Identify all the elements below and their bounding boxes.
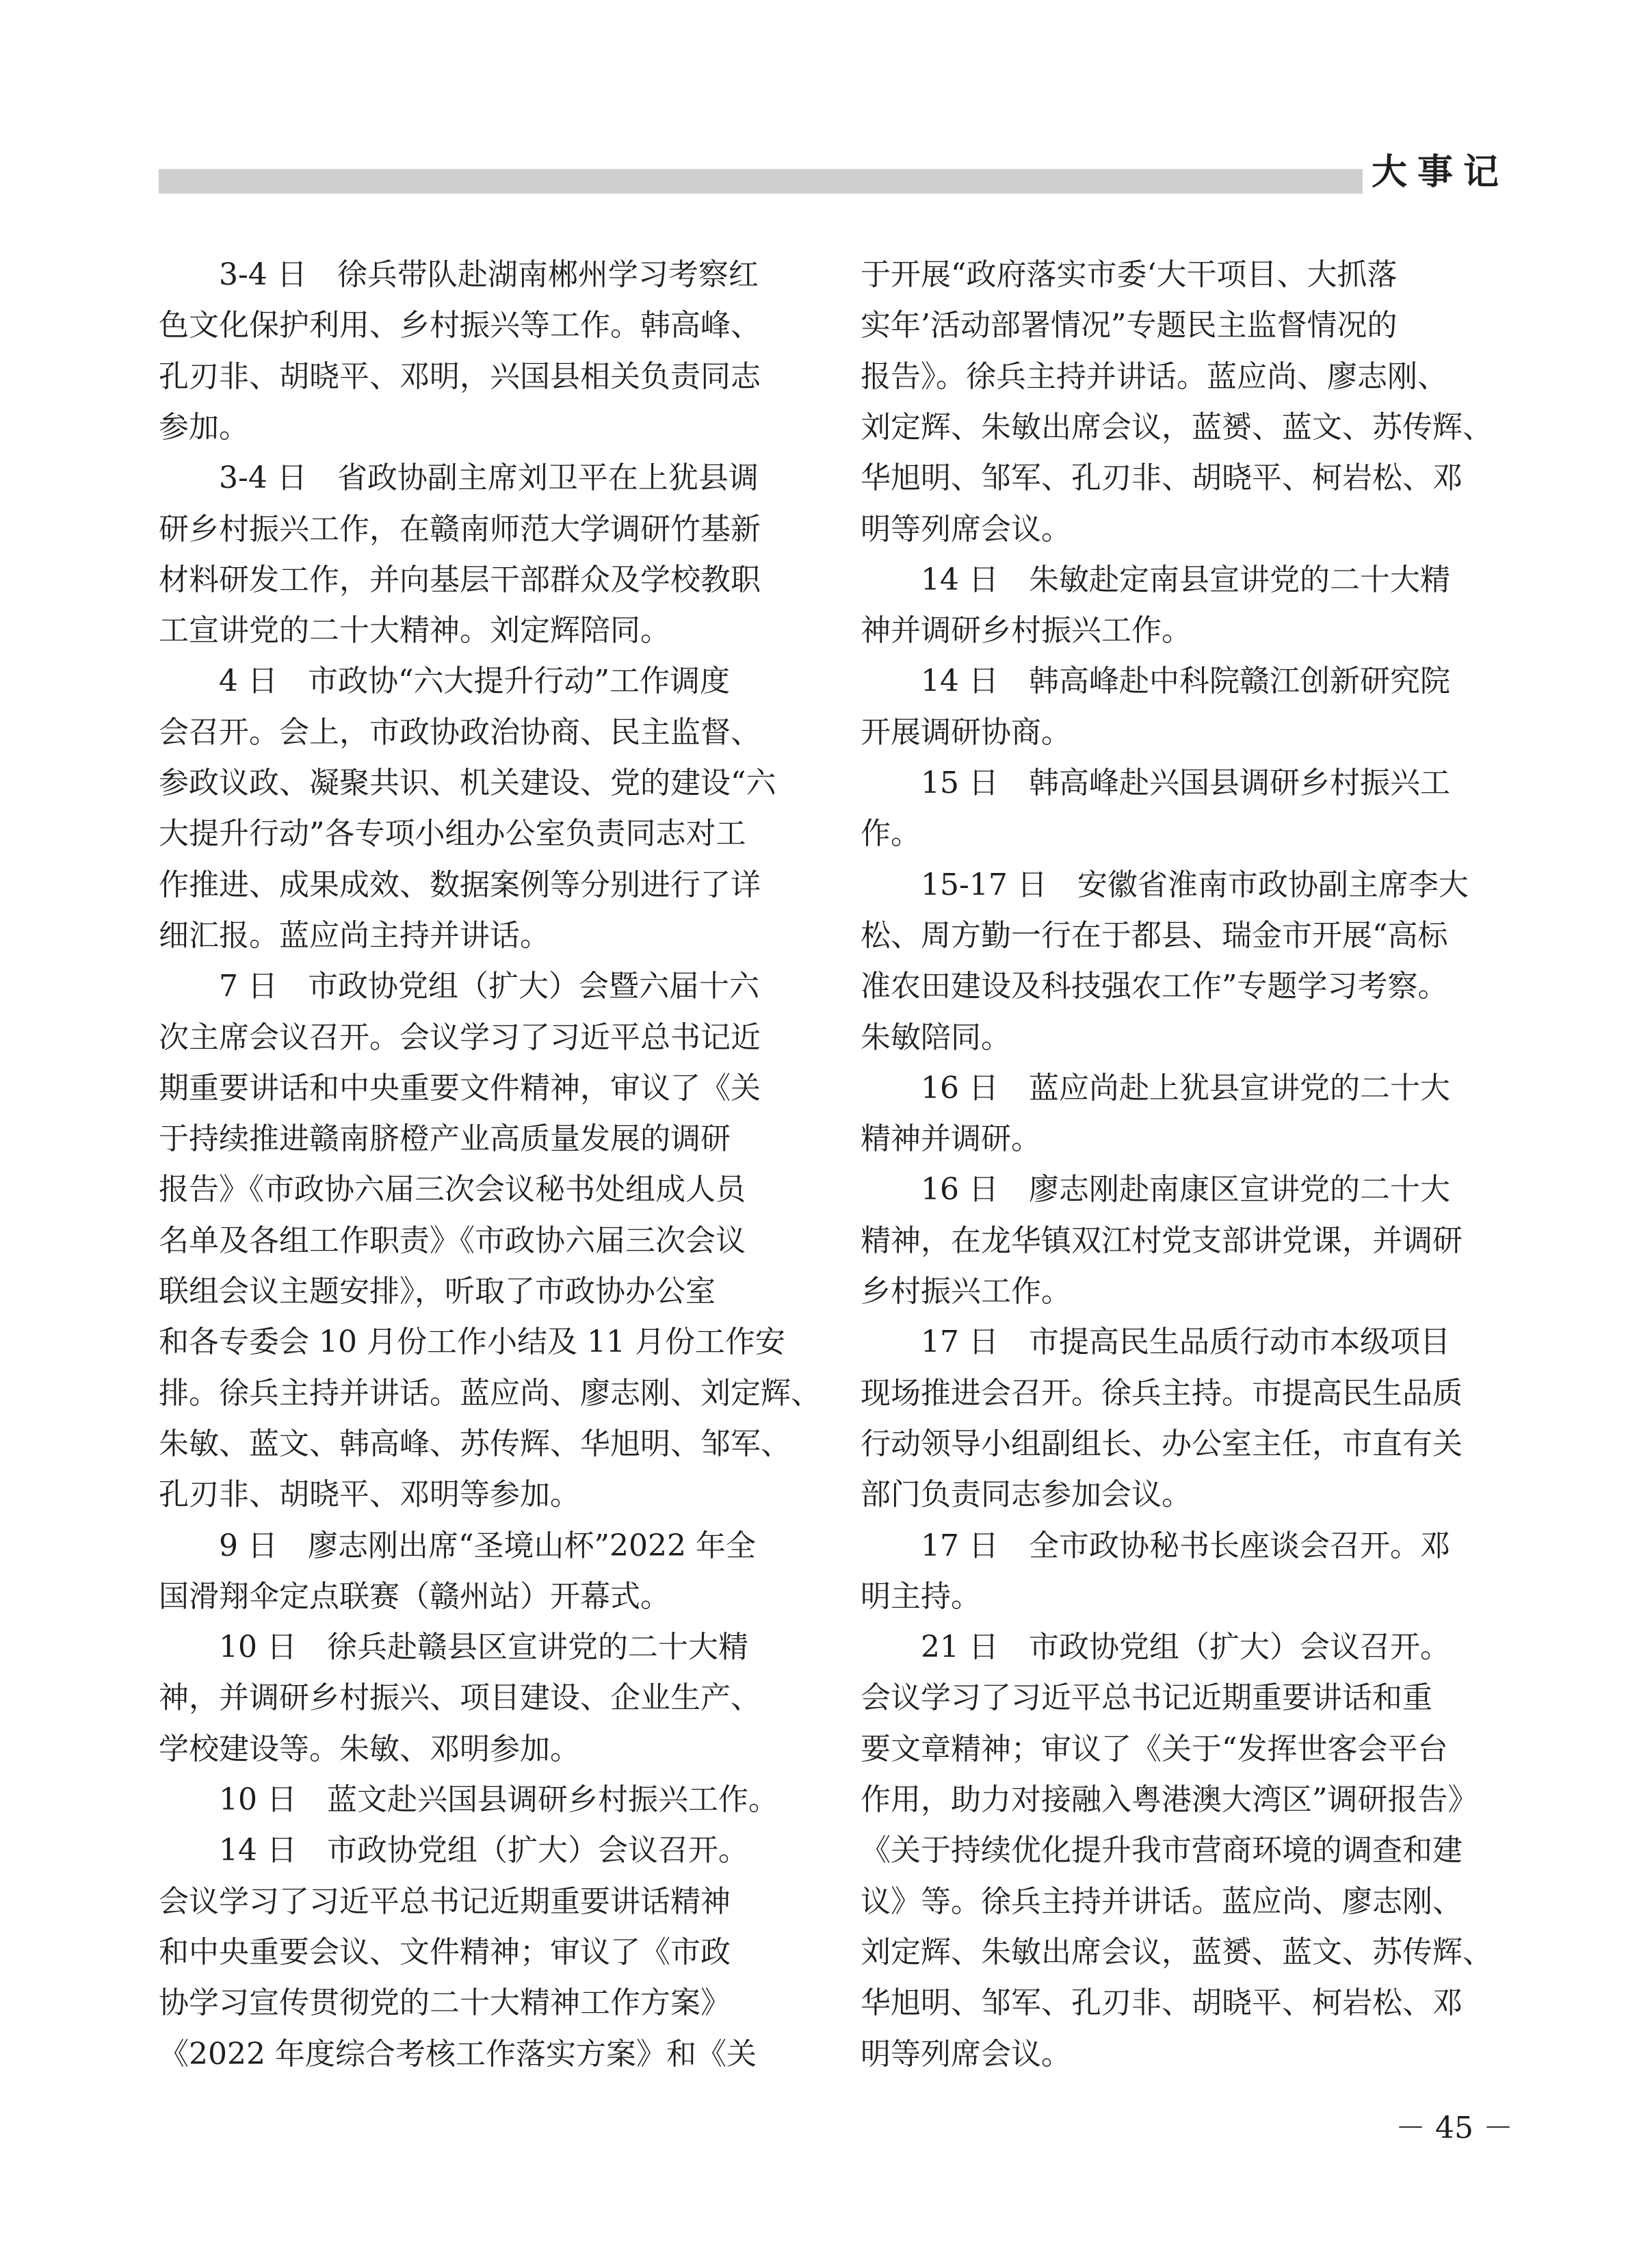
text-line: 大提升行动”各专项小组办公室负责同志对工 bbox=[159, 816, 746, 852]
text-line: 精神并调研。 bbox=[861, 1121, 1041, 1157]
text-line: 17 日 市提高民生品质行动市本级项目 bbox=[921, 1325, 1450, 1360]
text-line: 参政议政、凝聚共识、机关建设、党的建设“六 bbox=[159, 766, 776, 800]
text-line: 14 日 市政协党组（扩大）会议召开。 bbox=[219, 1833, 748, 1868]
text-line: 4 日 市政协“六大提升行动”工作调度 bbox=[219, 664, 730, 699]
text-line: 于开展“政府落实市委‘大干项目、大抓落 bbox=[861, 257, 1398, 292]
text-line: 14 日 韩高峰赴中科院赣江创新研究院 bbox=[921, 664, 1450, 699]
text-line: 学校建设等。朱敏、邓明参加。 bbox=[159, 1731, 580, 1766]
text-line: 工宣讲党的二十大精神。刘定辉陪同。 bbox=[159, 613, 670, 649]
text-line: 3-4 日 省政协副主席刘卫平在上犹县调 bbox=[219, 460, 759, 496]
text-line: 10 日 蓝文赴兴国县调研乡村振兴工作。 bbox=[219, 1782, 778, 1817]
text-line: 准农田建设及科技强农工作”专题学习考察。 bbox=[861, 969, 1448, 1004]
text-line: 会议学习了习近平总书记近期重要讲话精神 bbox=[159, 1883, 731, 1919]
text-line: 国滑翔伞定点联赛（赣州站）开幕式。 bbox=[159, 1578, 670, 1614]
text-line: 刘定辉、朱敏出席会议，蓝赟、蓝文、苏传辉、 bbox=[861, 409, 1493, 445]
text-line: 9 日 廖志刚出席“圣境山杯”2022 年全 bbox=[219, 1528, 756, 1563]
text-line: 朱敏、蓝文、韩高峰、苏传辉、华旭明、邹军、 bbox=[159, 1426, 791, 1461]
text-line: 名单及各组工作职责》《市政协六届三次会议 bbox=[159, 1223, 746, 1258]
page-number: － 45 － bbox=[1395, 2111, 1513, 2145]
text-line: 和中央重要会议、文件精神；审议了《市政 bbox=[159, 1934, 731, 1970]
text-line: 神，并调研乡村振兴、项目建设、企业生产、 bbox=[159, 1680, 761, 1716]
text-line: 明主持。 bbox=[861, 1578, 981, 1614]
text-line: 7 日 市政协党组（扩大）会暨六届十六 bbox=[219, 969, 759, 1004]
text-line: 作用，助力对接融入粤港澳大湾区”调研报告》 bbox=[861, 1782, 1478, 1817]
text-line: 神并调研乡村振兴工作。 bbox=[861, 613, 1192, 649]
text-line: 材料研发工作，并向基层干部群众及学校教职 bbox=[159, 562, 761, 597]
text-line: 议》等。徐兵主持并讲话。蓝应尚、廖志刚、 bbox=[861, 1883, 1463, 1919]
text-line: 精神，在龙华镇双江村党支部讲党课，并调研 bbox=[861, 1223, 1463, 1258]
text-line: 刘定辉、朱敏出席会议，蓝赟、蓝文、苏传辉、 bbox=[861, 1934, 1493, 1970]
text-line: 14 日 朱敏赴定南县宣讲党的二十大精 bbox=[921, 562, 1450, 597]
text-line: 15-17 日 安徽省淮南市政协副主席李大 bbox=[921, 867, 1469, 902]
text-line: 15 日 韩高峰赴兴国县调研乡村振兴工 bbox=[921, 766, 1450, 800]
text-line: 孔刃非、胡晓平、邓明，兴国县相关负责同志 bbox=[159, 358, 761, 394]
section-title: 大事记 bbox=[1372, 151, 1510, 193]
text-line: 报告》《市政协六届三次会议秘书处组成人员 bbox=[159, 1172, 746, 1208]
text-line: 会议学习了习近平总书记近期重要讲话和重 bbox=[861, 1680, 1432, 1716]
text-line: 实年’活动部署情况”专题民主监督情况的 bbox=[861, 308, 1398, 343]
text-line: 期重要讲话和中央重要文件精神，审议了《关 bbox=[159, 1070, 761, 1106]
text-line: 21 日 市政协党组（扩大）会议召开。 bbox=[921, 1630, 1450, 1665]
text-line: 3-4 日 徐兵带队赴湖南郴州学习考察红 bbox=[219, 257, 759, 292]
text-line: 开展调研协商。 bbox=[861, 714, 1071, 750]
header-bar bbox=[159, 169, 1363, 194]
text-line: 于持续推进赣南脐橙产业高质量发展的调研 bbox=[159, 1121, 731, 1157]
text-line: 《2022 年度综合考核工作落实方案》和《关 bbox=[159, 2036, 757, 2072]
text-line: 华旭明、邹军、孔刃非、胡晓平、柯岩松、邓 bbox=[861, 1985, 1463, 2021]
text-line: 朱敏陪同。 bbox=[861, 1019, 1011, 1055]
text-line: 16 日 蓝应尚赴上犹县宣讲党的二十大 bbox=[921, 1070, 1450, 1106]
text-line: 部门负责同志参加会议。 bbox=[861, 1477, 1192, 1513]
text-line: 明等列席会议。 bbox=[861, 2036, 1071, 2072]
text-line: 行动领导小组副组长、办公室主任，市直有关 bbox=[861, 1426, 1463, 1461]
text-line: 研乡村振兴工作，在赣南师范大学调研竹基新 bbox=[159, 511, 761, 547]
text-line: 和各专委会 10 月份工作小结及 11 月份工作安 bbox=[159, 1325, 785, 1360]
text-line: 次主席会议召开。会议学习了习近平总书记近 bbox=[159, 1019, 761, 1055]
text-line: 细汇报。蓝应尚主持并讲话。 bbox=[159, 917, 550, 953]
text-line: 华旭明、邹军、孔刃非、胡晓平、柯岩松、邓 bbox=[861, 460, 1463, 496]
text-line: 16 日 廖志刚赴南康区宣讲党的二十大 bbox=[921, 1172, 1450, 1208]
text-line: 10 日 徐兵赴赣县区宣讲党的二十大精 bbox=[219, 1630, 748, 1665]
text-line: 协学习宣传贯彻党的二十大精神工作方案》 bbox=[159, 1985, 731, 2021]
text-line: 会召开。会上，市政协政治协商、民主监督、 bbox=[159, 714, 761, 750]
text-line: 乡村振兴工作。 bbox=[861, 1274, 1071, 1309]
text-line: 松、周方勤一行在于都县、瑞金市开展“高标 bbox=[861, 917, 1448, 953]
text-line: 报告》。徐兵主持并讲话。蓝应尚、廖志刚、 bbox=[861, 358, 1447, 394]
text-line: 现场推进会召开。徐兵主持。市提高民生品质 bbox=[861, 1375, 1463, 1411]
text-line: 参加。 bbox=[159, 409, 249, 445]
text-line: 作推进、成果成效、数据案例等分别进行了详 bbox=[159, 867, 761, 902]
text-line: 孔刃非、胡晓平、邓明等参加。 bbox=[159, 1477, 580, 1513]
text-line: 排。徐兵主持并讲话。蓝应尚、廖志刚、刘定辉、 bbox=[159, 1375, 821, 1411]
text-line: 色文化保护利用、乡村振兴等工作。韩高峰、 bbox=[159, 308, 761, 343]
text-line: 作。 bbox=[861, 816, 921, 852]
text-line: 要文章精神；审议了《关于“发挥世客会平台 bbox=[861, 1731, 1448, 1766]
text-line: 联组会议主题安排》，听取了市政协办公室 bbox=[159, 1274, 716, 1309]
text-line: 17 日 全市政协秘书长座谈会召开。邓 bbox=[921, 1528, 1450, 1563]
text-line: 《关于持续优化提升我市营商环境的调查和建 bbox=[861, 1833, 1463, 1868]
text-line: 明等列席会议。 bbox=[861, 511, 1071, 547]
